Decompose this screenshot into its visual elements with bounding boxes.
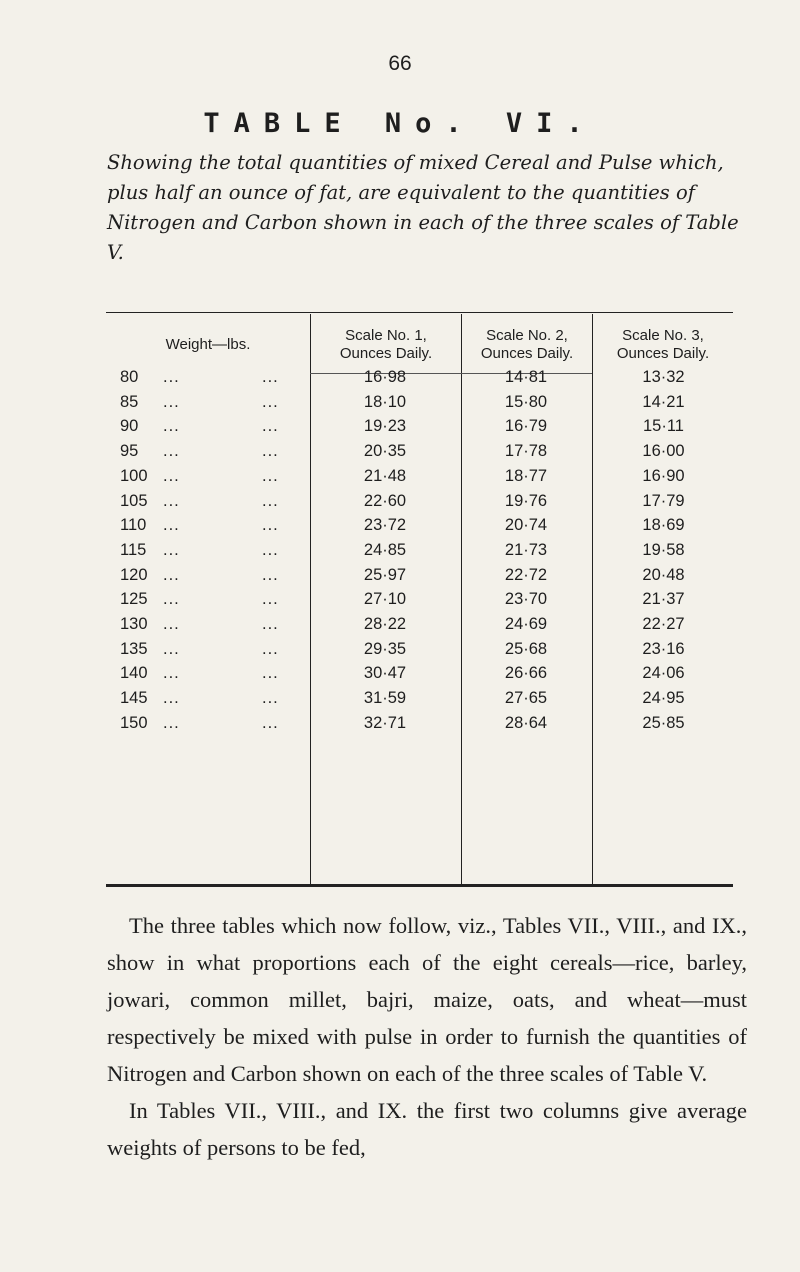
- leader-dots: ...: [262, 615, 279, 633]
- table-title: TABLE No. VI.: [203, 108, 597, 139]
- scale-2-cell: 14·81: [504, 368, 548, 386]
- scale-2-cell: 24·69: [504, 615, 548, 633]
- leader-dots: ...: [262, 689, 279, 708]
- weight-cell: 135: [120, 639, 148, 658]
- scale-1-cell: 29·35: [363, 639, 407, 658]
- leader-dots: ...: [262, 516, 279, 535]
- leader-dots: ...: [163, 466, 180, 485]
- header-scale-2-line2: Ounces Daily.: [480, 345, 574, 362]
- weight-cell: 120: [120, 565, 148, 584]
- table-bottom-rule: [106, 884, 733, 887]
- leader-dots: ...: [262, 442, 279, 461]
- leader-dots: ...: [262, 639, 279, 658]
- weight-cell: 85: [120, 392, 139, 411]
- leader-dots: ...: [262, 466, 279, 485]
- scale-3-cell: 25·85: [642, 713, 685, 732]
- leader-dots: ...: [262, 491, 279, 510]
- table-row: [106, 714, 733, 738]
- leader-dots: ...: [163, 590, 180, 609]
- scale-1-cell: 30·47: [363, 664, 407, 683]
- header-scale-2-line1: Scale No. 2,: [486, 327, 568, 344]
- leader-dots: ...: [262, 540, 279, 559]
- table-row: [106, 442, 733, 466]
- table-row: [106, 566, 733, 590]
- leader-dots: ...: [163, 516, 180, 535]
- header-scale-3-line2: Ounces Daily.: [616, 345, 710, 362]
- scale-1-cell: 21·48: [363, 466, 407, 485]
- weight-cell: 125: [120, 590, 148, 609]
- weight-cell: 110: [120, 516, 147, 535]
- scale-1-cell: 19·23: [363, 417, 407, 436]
- leader-dots: ...: [262, 368, 279, 386]
- table-row: [106, 541, 733, 565]
- scale-2-cell: 28·64: [504, 713, 548, 732]
- weight-cell: 150: [120, 713, 148, 732]
- leader-dots: ...: [163, 540, 180, 559]
- body-text: [107, 907, 747, 1166]
- scale-2-cell: 18·77: [504, 466, 548, 485]
- header-scale-1-line1: Scale No. 1,: [345, 327, 427, 344]
- leader-dots: ...: [262, 565, 279, 584]
- leader-dots: ...: [262, 713, 279, 732]
- leader-dots: ...: [163, 442, 180, 461]
- table-row: [106, 467, 733, 491]
- weight-cell: 145: [120, 689, 148, 708]
- scale-3-cell: 24·06: [642, 664, 685, 683]
- table-row: [106, 664, 733, 688]
- leader-dots: ...: [163, 392, 180, 411]
- header-scale-3: [593, 327, 733, 363]
- scale-3-cell: 24·95: [642, 689, 685, 708]
- scale-1-cell: 18·10: [363, 392, 407, 411]
- scale-2-cell: 17·78: [504, 442, 548, 461]
- scale-3-cell: 23·16: [642, 639, 685, 658]
- scale-1-cell: 32·71: [363, 713, 407, 732]
- scale-3-cell: 16·00: [642, 442, 685, 461]
- table-row: [106, 492, 733, 516]
- weight-cell: 100: [120, 466, 148, 485]
- scale-1-cell: 25·97: [363, 565, 407, 584]
- table-row: [106, 615, 733, 639]
- paragraph: The three tables which now follow, viz., Tables VII., VIII., and IX., show in what proportions each of the eight cereals—rice, barley, jowari, common millet, bajri, maize, oats, and wheat—must respectively be mixed with pulse in order to furnish the quantities of Nitrogen and Carbon shown on each of the three scales of Table V.: [107, 913, 747, 1086]
- scale-2-cell: 27·65: [504, 689, 548, 708]
- leader-dots: ...: [262, 664, 279, 683]
- scale-3-cell: 15·11: [643, 417, 684, 436]
- table-row: [106, 368, 733, 392]
- leader-dots: ...: [163, 689, 180, 708]
- weight-cell: 140: [120, 664, 148, 683]
- leader-dots: ...: [262, 392, 279, 411]
- weight-cell: 115: [120, 540, 147, 559]
- table-row: [106, 516, 733, 540]
- table-caption: Showing the total quantities of mixed Cereal and Pulse which, plus half an ounce of fat, are equivalent to the quantities of Nitrogen and Carbon shown in each of the three scales of Table V.: [107, 151, 739, 264]
- leader-dots: ...: [163, 615, 180, 633]
- scale-2-cell: 22·72: [504, 565, 548, 584]
- leader-dots: ...: [163, 491, 180, 510]
- leader-dots: ...: [163, 664, 180, 683]
- scale-2-cell: 23·70: [504, 590, 548, 609]
- scale-1-cell: 31·59: [363, 689, 407, 708]
- leader-dots: ...: [163, 639, 180, 658]
- scale-2-cell: 19·76: [504, 491, 548, 510]
- scale-3-cell: 19·58: [642, 540, 685, 559]
- scale-2-cell: 15·80: [504, 392, 548, 411]
- header-scale-1: [311, 327, 461, 363]
- scale-3-cell: 17·79: [642, 491, 685, 510]
- header-weight: Weight—lbs.: [165, 336, 251, 353]
- table-top-rule: [106, 312, 733, 313]
- leader-dots: ...: [163, 565, 180, 584]
- scale-2-cell: 26·66: [504, 664, 548, 683]
- scale-2-cell: 16·79: [504, 417, 548, 436]
- scale-2-cell: 25·68: [504, 639, 548, 658]
- weight-cell: 80: [120, 368, 139, 386]
- scale-3-cell: 13·32: [642, 368, 685, 386]
- table-row: [106, 393, 733, 417]
- scale-3-cell: 21·37: [642, 590, 685, 609]
- scale-1-cell: 23·72: [363, 516, 407, 535]
- header-scale-3-line1: Scale No. 3,: [622, 327, 704, 344]
- scale-1-cell: 22·60: [363, 491, 407, 510]
- table-row: [106, 417, 733, 441]
- scale-3-cell: 22·27: [642, 615, 685, 633]
- scale-1-cell: 16·98: [363, 368, 407, 386]
- leader-dots: ...: [262, 417, 279, 436]
- scale-1-cell: 27·10: [363, 590, 407, 609]
- scale-3-cell: 14·21: [642, 392, 685, 411]
- weight-cell: 95: [120, 442, 139, 461]
- scale-1-cell: 28·22: [363, 615, 407, 633]
- table-row: [106, 640, 733, 664]
- weight-cell: 90: [120, 417, 139, 436]
- scale-1-cell: 24·85: [363, 540, 407, 559]
- scale-3-cell: 16·90: [642, 466, 685, 485]
- table-row: [106, 590, 733, 614]
- header-scale-2: [462, 327, 592, 363]
- scale-2-cell: 21·73: [504, 540, 548, 559]
- scale-3-cell: 20·48: [642, 565, 685, 584]
- weight-cell: 105: [120, 491, 148, 510]
- leader-dots: ...: [163, 713, 180, 732]
- leader-dots: ...: [163, 368, 180, 386]
- scale-1-cell: 20·35: [363, 442, 407, 461]
- table-row: [106, 689, 733, 713]
- leader-dots: ...: [163, 417, 180, 436]
- weight-cell: 130: [120, 615, 148, 633]
- page-number: 66: [388, 52, 412, 75]
- leader-dots: ...: [262, 590, 279, 609]
- scale-2-cell: 20·74: [504, 516, 548, 535]
- header-scale-1-line2: Ounces Daily.: [339, 345, 433, 362]
- paragraph: In Tables VII., VIII., and IX. the first two columns give average weights of persons to be fed,: [107, 1098, 747, 1160]
- scale-3-cell: 18·69: [642, 516, 685, 535]
